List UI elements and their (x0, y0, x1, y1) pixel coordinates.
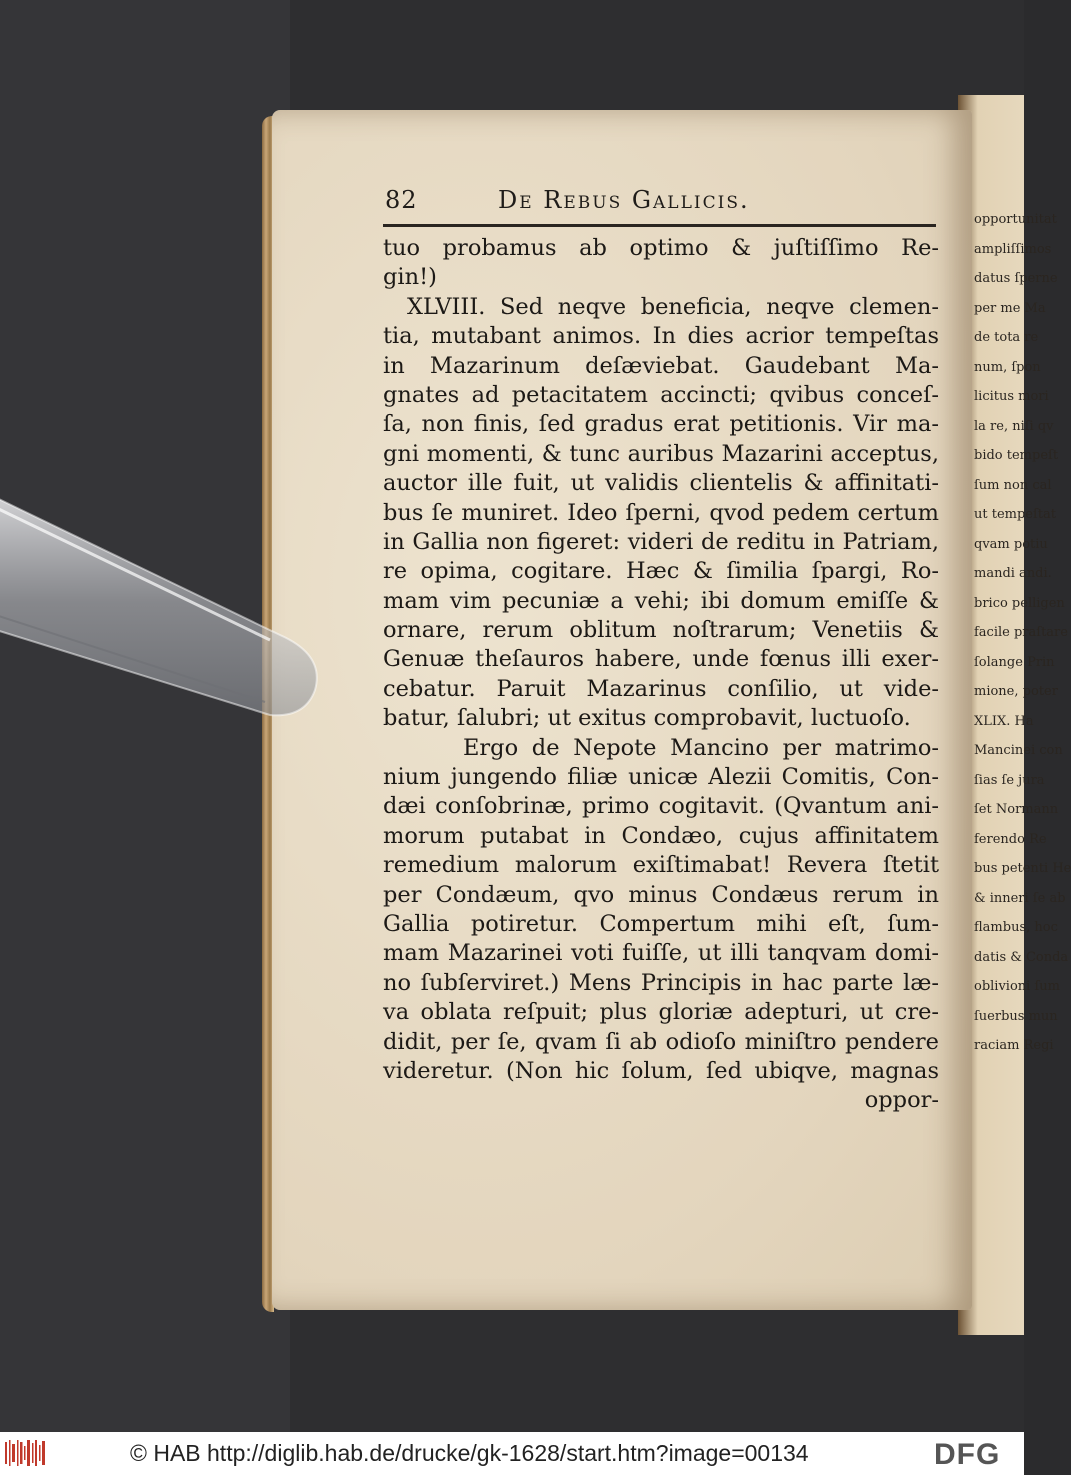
facing-text-line: num, ſpon (974, 359, 1041, 375)
facing-text-line: ſias ſe jura (974, 772, 1045, 788)
text-line: no ſubſerviret.) Mens Principis in hac parte læ- (383, 969, 939, 996)
facing-text-line: & inneri ſe ab (974, 890, 1066, 906)
text-line: mam Mazarinei voti fuiſſe, ut illi tanqvam domi- (383, 940, 939, 967)
facing-text-line: ſet Normann (974, 802, 1059, 817)
text-line: tuo probamus ab optimo & juſtiſſimo Re- (383, 235, 939, 261)
text-line: videretur. (Non hic ſolum, ſed ubiqve, magnas (383, 1057, 939, 1084)
text-line: re opima, cogitare. Hæc & ſimilia ſpargi, Ro- (383, 558, 939, 585)
text-line: Genuæ theſauros habere, unde fœnus illi exer- (383, 646, 939, 673)
facing-page-text (974, 205, 1071, 1061)
text-line: Gallia potiretur. Compertum mihi eſt, ſum- (383, 910, 939, 937)
facing-text-line: ſum non cal (974, 477, 1052, 493)
text-line: gin!) (383, 264, 437, 291)
text-line: auctor ille fuit, ut validis clientelis & affinitati- (383, 470, 939, 497)
dfg-logo: DFG (934, 1438, 1001, 1471)
glass-pointer-icon (0, 490, 340, 720)
running-head-title: De Rebus Gallicis. (498, 186, 750, 214)
facing-text-line: ſolange Prin (974, 654, 1055, 670)
page-number: 82 (385, 186, 418, 214)
running-head (385, 186, 935, 218)
text-line: oppor- (864, 1087, 939, 1114)
text-line: mam vim pecuniæ a vehi; ibi domum emiſſe & (383, 587, 939, 614)
facing-text-line: datus ſperne (974, 271, 1058, 286)
text-line: batur, ſalubri; ut exitus comprobavit, luctuoſo. (383, 705, 911, 732)
header-rule (383, 224, 936, 227)
footer-credit[interactable]: © HAB http://diglib.hab.de/drucke/gk-1628/start.htm?image=00134 (130, 1440, 809, 1466)
facing-text-line: facile praſtare (974, 625, 1068, 640)
facing-text-line: per me Ma (974, 300, 1046, 316)
facing-text-line: la re, niſi qv (974, 418, 1054, 434)
facing-text-line: flambus, hoc (974, 920, 1058, 935)
text-line: in Gallia non figeret: videri de reditu in Patriam, (383, 528, 939, 555)
facing-text-line: de tota re (974, 330, 1039, 345)
facing-text-line: mione, poter (974, 684, 1058, 699)
facing-text-line: mandi andi. (974, 566, 1052, 581)
facing-text-line: licitus mori (974, 389, 1049, 404)
text-line: gnates ad petacitatem accincti; qvibus conceſ- (383, 381, 939, 408)
barcode-icon (4, 1438, 48, 1468)
text-line: per Condæum, qvo minus Condæus rerum in (383, 881, 939, 908)
text-line: dæi conſobrinæ, primo cogitavit. (Qvantum ani- (383, 793, 939, 820)
facing-text-line: datis & Conda (974, 949, 1069, 965)
text-line: cebatur. Paruit Mazarinus conſilio, ut vide- (383, 675, 939, 702)
text-line: bus ſe muniret. Ideo ſperni, qvod pedem certum (383, 499, 939, 526)
facing-text-line: opportunitat (974, 212, 1057, 227)
text-line: didit, per ſe, qvam ſi ab odioſo miniſtro pendere (383, 1028, 939, 1055)
text-line: XLVIII. Sed neqve beneficia, neqve clemen- (407, 293, 939, 320)
facing-text-line: bus petenti He (974, 861, 1071, 876)
text-line: remedium malorum exiſtimabat! Revera ſtetit (383, 852, 939, 879)
text-line: ſa, non finis, ſed gradus erat petitionis. Vir ma- (383, 411, 939, 438)
text-line: gni momenti, & tunc auribus Mazarini acceptus, (383, 440, 939, 467)
facing-text-line: raciam Regi (974, 1038, 1054, 1053)
facing-text-line: ut tempeſtat (974, 507, 1056, 522)
facing-text-line: ampliſſimos (974, 241, 1052, 257)
facing-text-line: XLIX. Ha (974, 713, 1034, 729)
text-line: nium jungendo filiæ unicæ Alezii Comitis, Con- (383, 764, 939, 791)
text-line: ornare, rerum oblitum noſtrarum; Venetiis & (383, 617, 939, 644)
text-line: Ergo de Nepote Mancino per matrimo- (463, 734, 939, 761)
facing-text-line: Mancinei con (974, 743, 1063, 758)
facing-text-line: brico pelligen (974, 595, 1065, 611)
text-line: morum putabat in Condæo, cujus affinitatem (383, 822, 939, 849)
text-line: in Mazarinum deſæviebat. Gaudebant Ma- (383, 352, 939, 379)
facing-text-line: oblivioni ſum (974, 979, 1060, 994)
text-line: va oblata reſpuit; plus gloriæ adepturi, ut cre- (383, 999, 939, 1026)
page-text (383, 234, 939, 1116)
facing-text-line: bido tempeſt (974, 448, 1059, 463)
footer-bar (0, 1432, 1024, 1475)
facing-text-line: ferendo Re (974, 831, 1047, 847)
text-line: tia, mutabant animos. In dies acrior tempeſtas (383, 323, 939, 350)
facing-text-line: qvam potiu (974, 536, 1048, 552)
facing-text-line: ſuerbus mun (974, 1008, 1058, 1024)
